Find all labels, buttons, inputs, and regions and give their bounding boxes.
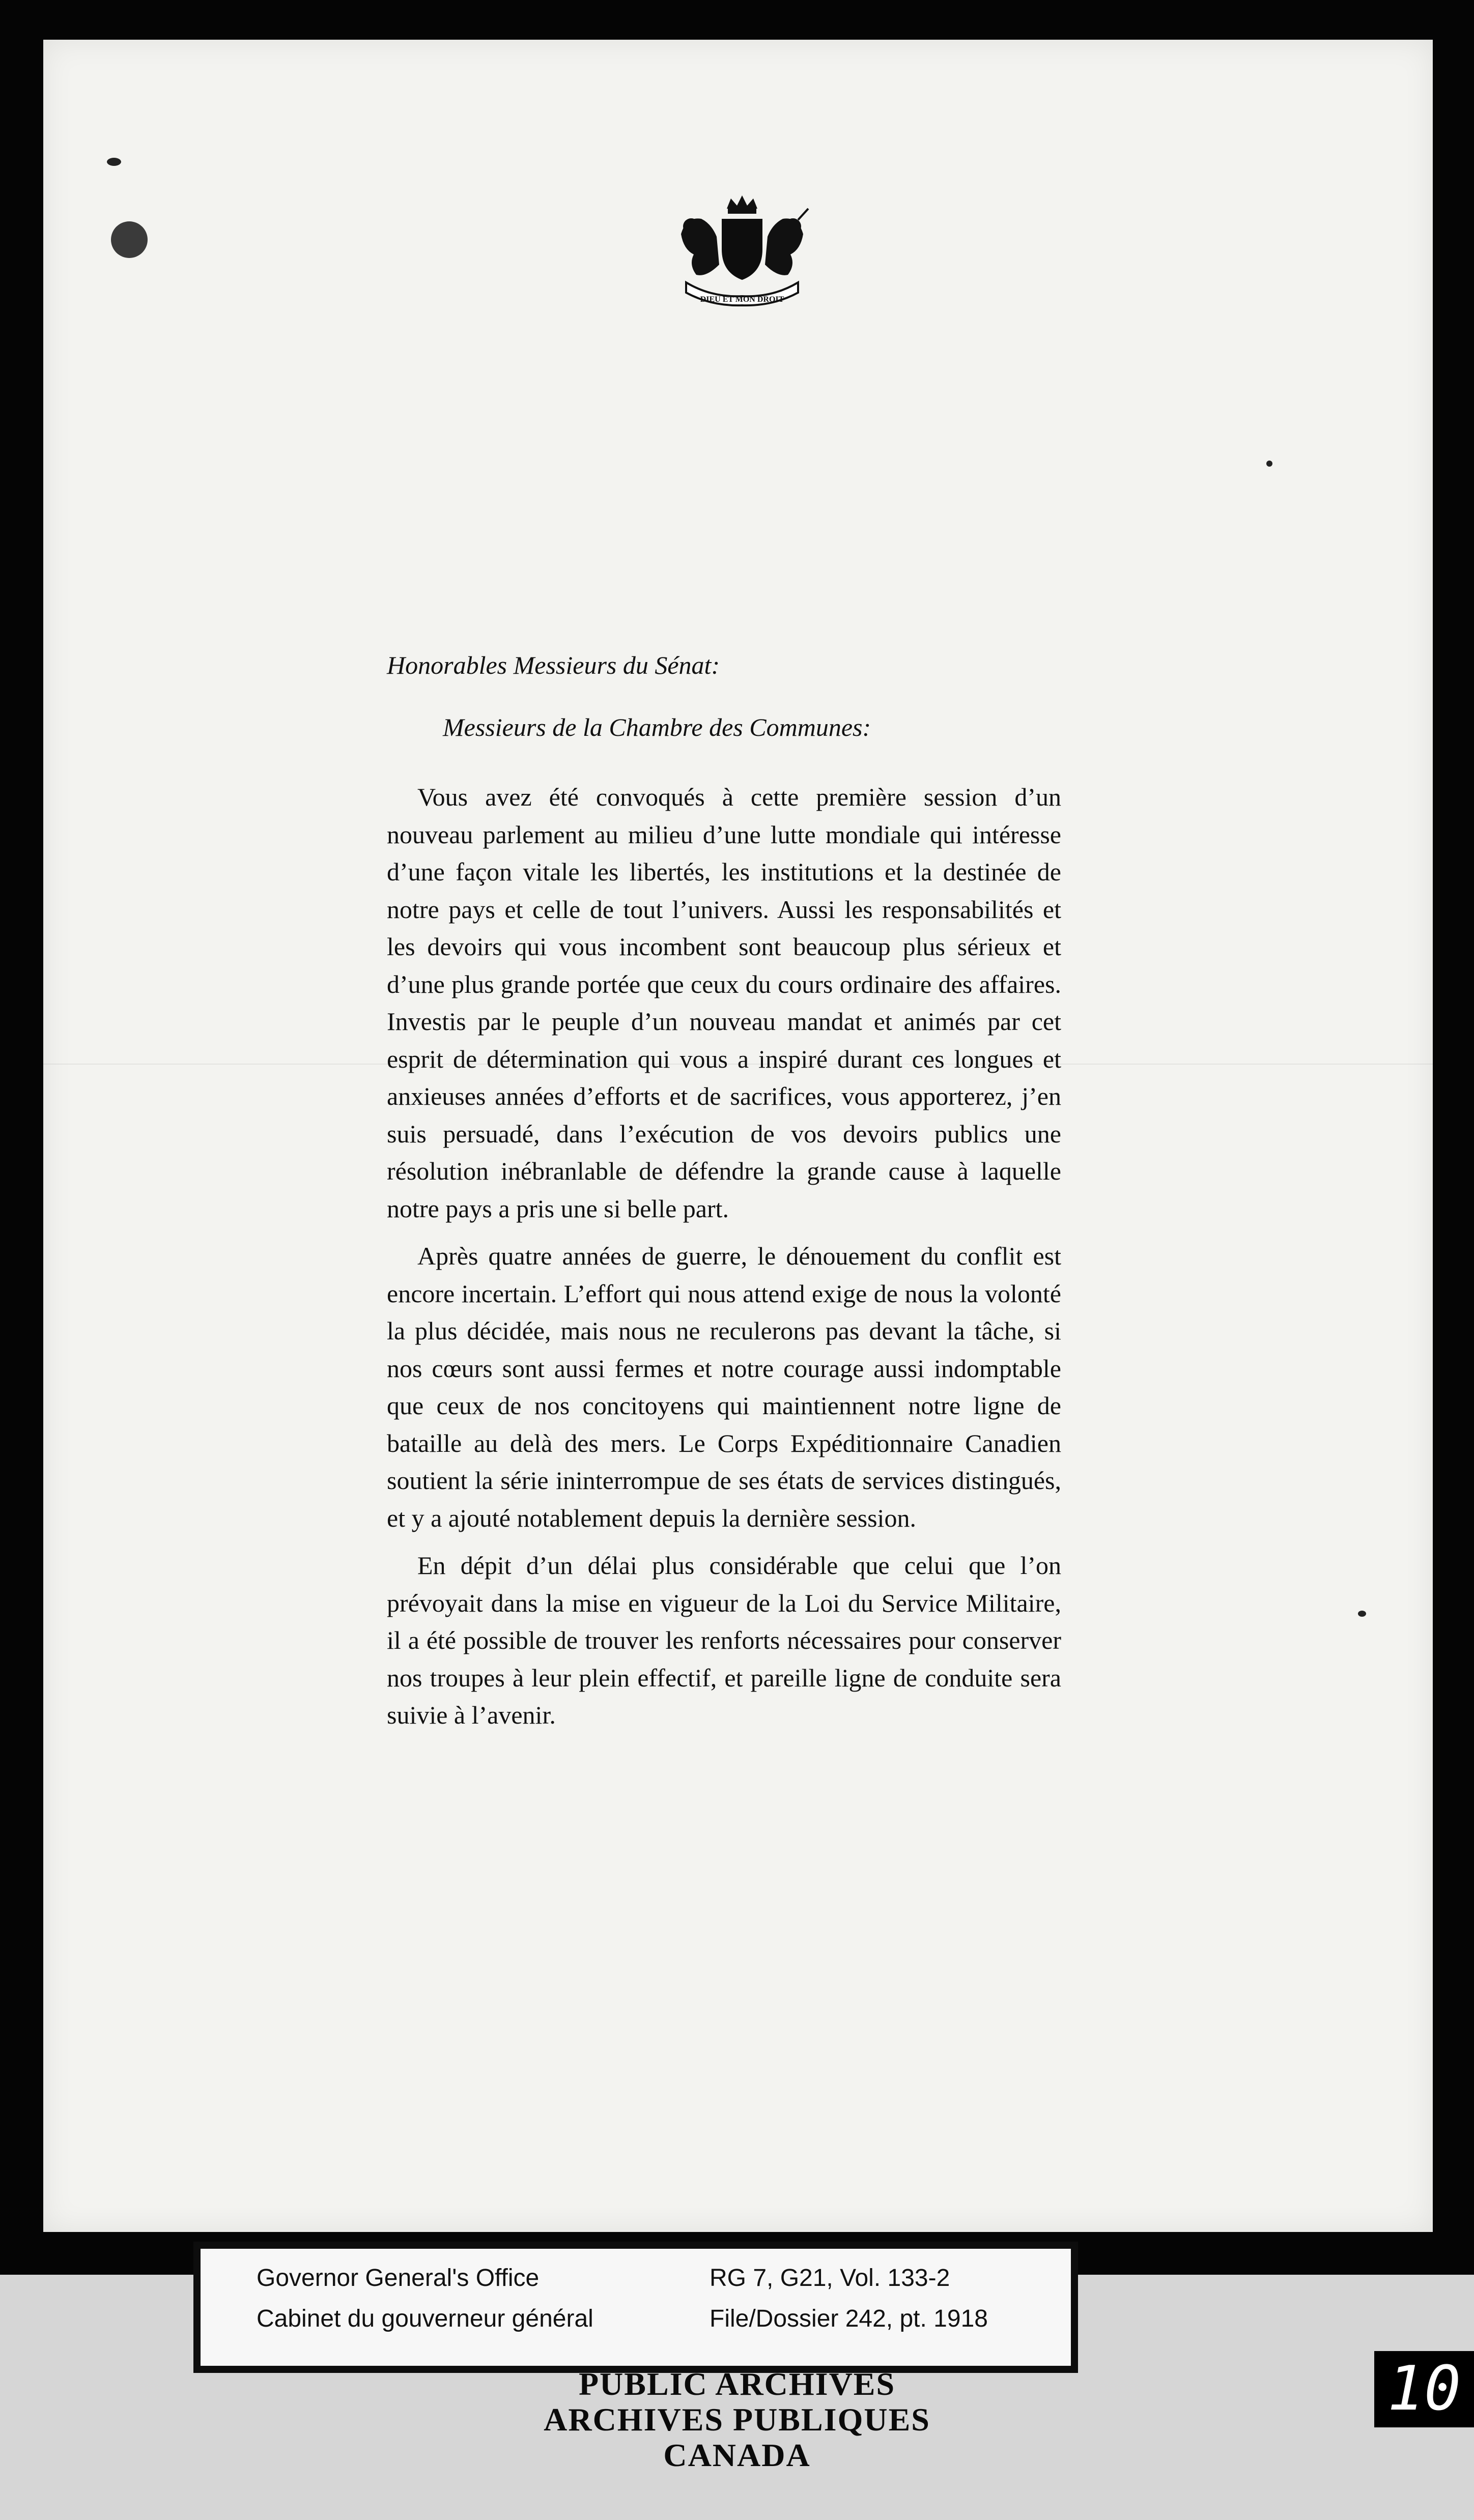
- royal-coat-of-arms-icon: [671, 188, 813, 310]
- salutation-commons: Messieurs de la Chambre des Communes:: [443, 713, 871, 741]
- hole-punch-mark: [111, 221, 148, 258]
- public-archives-stamp: [0, 2366, 1474, 2473]
- archives-line-2: ARCHIVES PUBLIQUES: [544, 2401, 930, 2438]
- salutation-senate: Honorables Messieurs du Sénat:: [387, 651, 720, 679]
- archives-line-3: CANADA: [663, 2437, 811, 2473]
- paragraph-2: Après quatre années de guerre, le dénouement du conflit est encore incertain. L’effort qui nous attend exige de nous la volonté la plus décidée, mais nous ne reculerons pas devant la tâche, si nos cœurs sont aussi fermes et notre courage aussi indomptable que ceux de nos concitoyens qui maintiennent notre ligne de bataille au delà des mers. Le Corps Expéditionnaire Canadien soutient la série ininterrompue de ses états de services distingués, et y a ajouté notablement depuis la dernière session.: [387, 1242, 1061, 1532]
- crest-motto: DIEU ET MON DROIT: [700, 295, 784, 304]
- paragraph-1: Vous avez été convoqués à cette première session d’un nouveau parlement au milieu d’une lutte mondiale qui intéresse d’une façon vitale les libertés, les institutions et la destinée de notre pays et celle de tout l’univers. Aussi les responsabilités et les devoirs qui vous incombent sont beaucoup plus sérieux et d’une plus grande portée que ceux du cours ordinaire des affaires. Investis par le peuple d’un nouveau mandat et animés par cet esprit de détermination qui vous a inspiré durant ces longues et anxieuses années d’efforts et de sacrifices, vous apporterez, j’en suis persuadé, dans l’exécution de vos devoirs publics une résolution inébranlable de défendre la grande cause à laquelle notre pays a pris une si belle part.: [387, 783, 1061, 1223]
- ink-speck: [107, 158, 121, 166]
- ink-speck: [1358, 1611, 1366, 1617]
- archives-line-1: PUBLIC ARCHIVES: [578, 2366, 896, 2402]
- archive-reference: RG 7, G21, Vol. 133-2: [710, 2265, 950, 2292]
- office-english: Governor General's Office: [257, 2265, 540, 2292]
- archive-file: File/Dossier 242, pt. 1918: [710, 2305, 988, 2332]
- ink-speck: [1266, 461, 1272, 467]
- archive-label: [193, 2242, 1078, 2373]
- paragraph-3: En dépit d’un délai plus considérable que celui que l’on prévoyait dans la mise en vigueur de la Loi du Service Militaire, il a été possible de trouver les renforts nécessaires pour conserver nos troupes à leur plein effectif, et pareille ligne de conduite sera suivie à l’avenir.: [387, 1551, 1061, 1729]
- office-french: Cabinet du gouverneur général: [257, 2305, 593, 2332]
- letter-body: [387, 779, 1061, 1744]
- frame-number: 10: [1374, 2351, 1474, 2427]
